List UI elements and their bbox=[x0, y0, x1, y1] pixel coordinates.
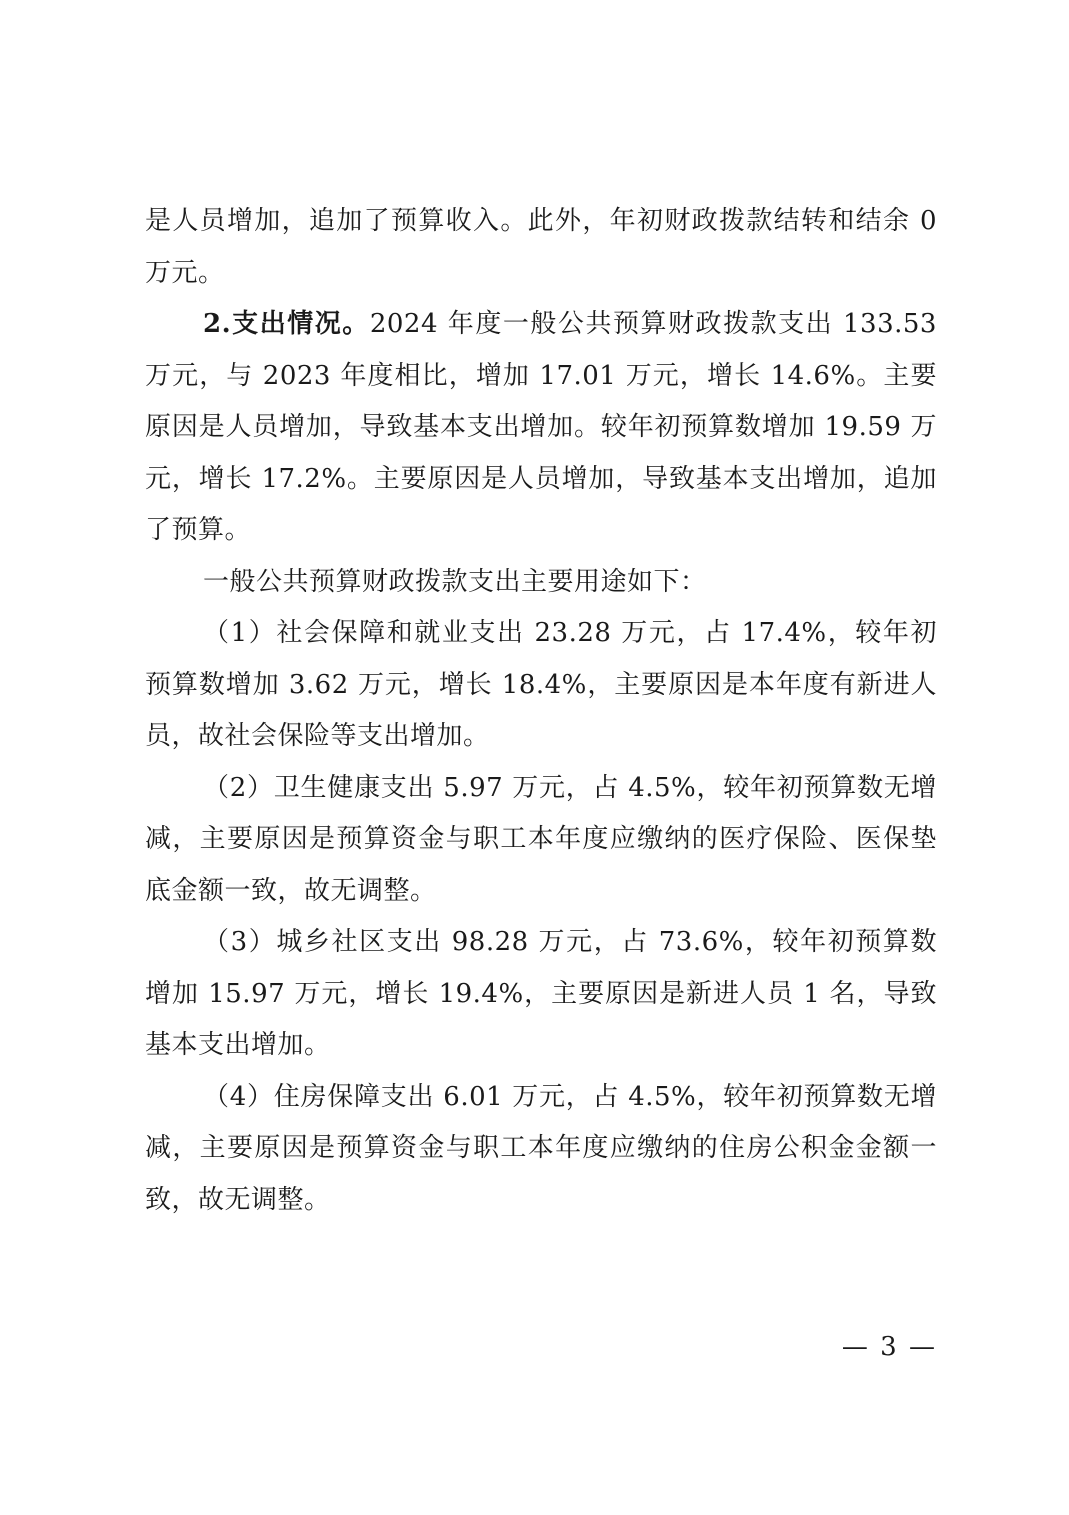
paragraph-income-continuation bbox=[145, 196, 937, 299]
paragraph-item-social-security bbox=[145, 608, 937, 763]
paragraph-usage-intro bbox=[145, 557, 937, 609]
paragraph-text: （4）住房保障支出 6.01 万元，占 4.5%，较年初预算数无增减，主要原因是预算资金与职工本年度应缴纳的住房公积金金额一致，故无调整。 bbox=[145, 1081, 937, 1215]
paragraph-item-urban-rural bbox=[145, 917, 937, 1072]
page-number: — 3 — bbox=[841, 1332, 937, 1362]
document-body bbox=[145, 196, 937, 1226]
section-heading: 2.支出情况。 bbox=[203, 309, 370, 339]
paragraph-expenditure-overview bbox=[145, 299, 937, 557]
paragraph-text: （2）卫生健康支出 5.97 万元，占 4.5%，较年初预算数无增减，主要原因是预算资金与职工本年度应缴纳的医疗保险、医保垫底金额一致，故无调整。 bbox=[145, 772, 937, 906]
paragraph-text: 2024 年度一般公共预算财政拨款支出 133.53 万元，与 2023 年度相比，增加 17.01 万元，增长 14.6%。主要原因是人员增加，导致基本支出增加。较年初预算数增加 19.59 万元，增长 17.2%。主要原因是人员增加，导致基本支出增加，追加了预算。 bbox=[145, 309, 937, 545]
paragraph-text: （1）社会保障和就业支出 23.28 万元，占 17.4%，较年初预算数增加 3.62 万元，增长 18.4%，主要原因是本年度有新进人员，故社会保险等支出增加。 bbox=[145, 618, 937, 751]
paragraph-item-housing bbox=[145, 1072, 937, 1227]
paragraph-text: 一般公共预算财政拨款支出主要用途如下： bbox=[203, 566, 707, 597]
paragraph-text: （3）城乡社区支出 98.28 万元，占 73.6%，较年初预算数增加 15.97 万元，增长 19.4%，主要原因是新进人员 1 名，导致基本支出增加。 bbox=[145, 927, 937, 1060]
paragraph-item-health bbox=[145, 763, 937, 918]
paragraph-text: 是人员增加，追加了预算收入。此外，年初财政拨款结转和结余 0 万元。 bbox=[145, 206, 937, 288]
